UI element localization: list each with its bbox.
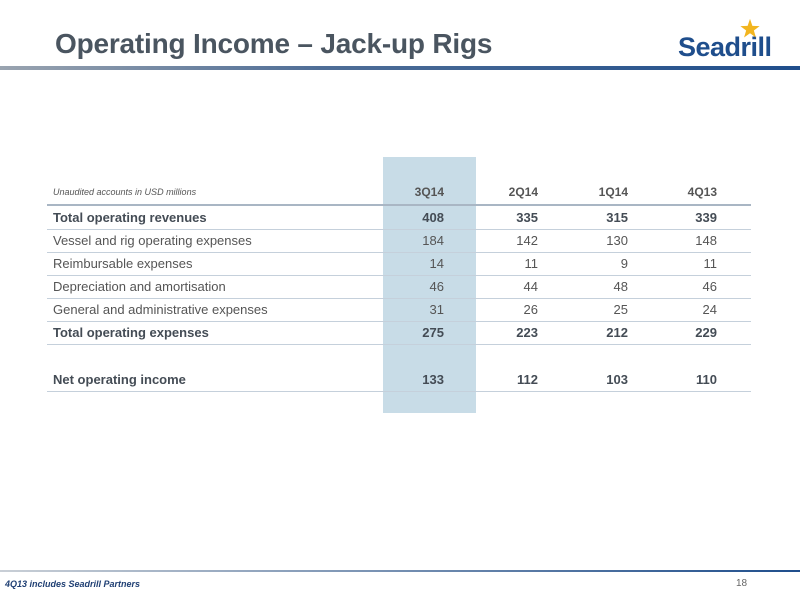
table-row — [47, 275, 751, 299]
table-cell: 142 — [516, 233, 538, 248]
row-label: Net operating income — [53, 372, 186, 387]
row-label: Vessel and rig operating expenses — [53, 233, 252, 248]
table-cell: 148 — [695, 233, 717, 248]
table-cell: 9 — [620, 256, 628, 271]
row-label: Reimbursable expenses — [53, 256, 193, 271]
table-cell: 14 — [429, 256, 444, 271]
table-cell: 11 — [524, 256, 538, 271]
table-cell: 275 — [422, 325, 444, 340]
seadrill-logo — [675, 20, 775, 64]
row-label: Total operating expenses — [53, 325, 209, 340]
table-cell: 44 — [523, 279, 538, 294]
column-header: 4Q13 — [687, 185, 717, 199]
table-cell: 133 — [422, 372, 444, 387]
footer-rule — [0, 570, 800, 572]
table-cell: 26 — [523, 302, 538, 317]
table-cell: 25 — [613, 302, 628, 317]
table-cell: 315 — [606, 210, 628, 225]
table-header-row — [47, 181, 751, 206]
table-row — [47, 206, 751, 230]
column-header: 1Q14 — [598, 185, 628, 199]
table-cell: 212 — [606, 325, 628, 340]
slide-title: Operating Income – Jack-up Rigs — [55, 28, 493, 59]
table-cell: 112 — [517, 372, 538, 387]
units-note: Unaudited accounts in USD millions — [53, 187, 197, 197]
table-cell: 229 — [695, 325, 717, 340]
table-row — [47, 298, 751, 322]
table-cell: 46 — [702, 279, 717, 294]
page-number: 18 — [736, 578, 748, 589]
table-row — [47, 368, 751, 392]
table-cell: 130 — [606, 233, 628, 248]
row-label: Depreciation and amortisation — [53, 279, 226, 294]
table-cell: 48 — [613, 279, 628, 294]
logo-text: Seadrill — [678, 32, 772, 62]
star-icon — [739, 18, 761, 40]
table-cell: 46 — [429, 279, 444, 294]
table-cell: 110 — [696, 372, 717, 387]
row-label: Total operating revenues — [53, 210, 207, 225]
table-row — [47, 252, 751, 276]
table-cell: 31 — [429, 302, 444, 317]
row-label: General and administrative expenses — [53, 302, 268, 317]
column-header: 2Q14 — [508, 185, 538, 199]
table-cell: 339 — [695, 210, 717, 225]
header-rule — [0, 66, 800, 70]
table-cell: 223 — [516, 325, 538, 340]
table-cell: 24 — [702, 302, 717, 317]
table-cell: 408 — [422, 210, 444, 225]
footnote: 4Q13 includes Seadrill Partners — [5, 579, 141, 589]
column-header: 3Q14 — [414, 185, 444, 199]
table-row — [47, 229, 751, 253]
table-cell: 335 — [516, 210, 538, 225]
table-cell: 11 — [703, 256, 717, 271]
table-cell: 103 — [606, 372, 628, 387]
table-row — [47, 321, 751, 345]
table-cell: 184 — [422, 233, 444, 248]
